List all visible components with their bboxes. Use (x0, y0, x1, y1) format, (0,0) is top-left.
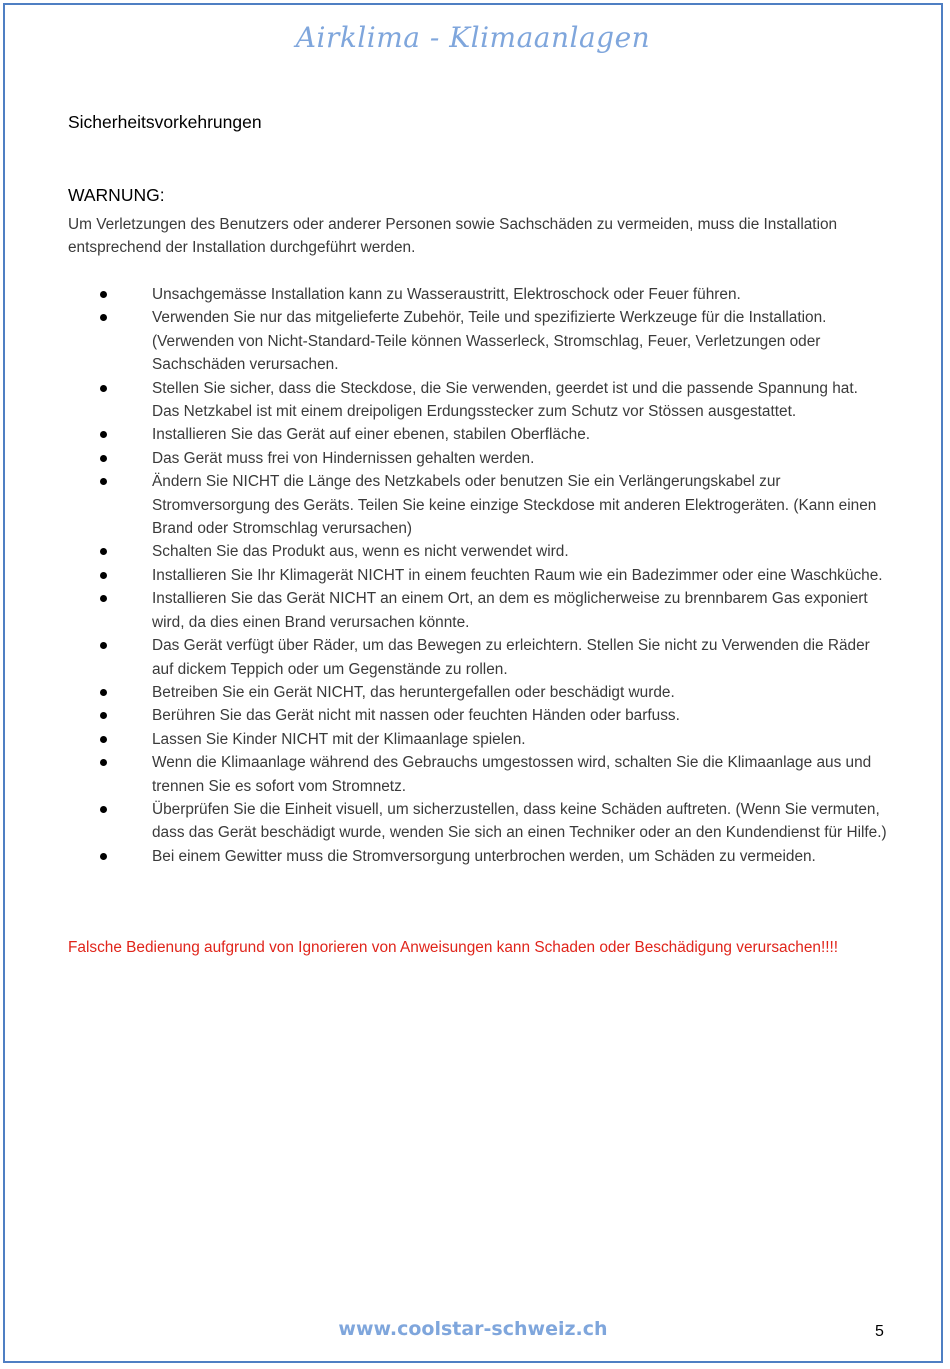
list-item (5, 423, 945, 446)
list-item-text: Berühren Sie das Gerät nicht mit nassen oder feuchten Händen oder barfuss. (152, 707, 680, 725)
safety-bullet-list (5, 283, 945, 868)
bullet-icon (100, 712, 107, 719)
warning-heading: WARNUNG: (68, 185, 165, 205)
bullet-icon (100, 314, 107, 321)
list-item-text: Installieren Sie das Gerät auf einer ebenen, stabilen Oberfläche. (152, 426, 591, 444)
list-item-text: Stellen Sie sicher, dass die Steckdose, die Sie verwenden, geerdet ist und die passende Spannung hat. Das Netzkabel ist mit einem dreipoligen Erdungsstecker zum Schutz vor Stössen ausgestattet. (152, 379, 858, 421)
closing-warning-note: Falsche Bedienung aufgrund von Ignorieren von Anweisungen kann Schaden oder Beschädigung verursachen!!!! (68, 939, 839, 956)
list-item (5, 634, 945, 681)
bullet-icon (100, 455, 107, 462)
list-item-text: Schalten Sie das Produkt aus, wenn es nicht verwendet wird. (152, 543, 569, 561)
list-item (5, 564, 945, 587)
list-item (5, 283, 945, 306)
list-item-text: Wenn die Klimaanlage während des Gebrauchs umgestossen wird, schalten Sie die Klimaanlage aus und trennen Sie es sofort vom Stromnetz. (152, 754, 872, 795)
bullet-icon (100, 595, 107, 602)
list-item-text: Betreiben Sie ein Gerät NICHT, das heruntergefallen oder beschädigt wurde. (152, 683, 675, 701)
bullet-icon (100, 806, 107, 813)
list-item (5, 587, 945, 634)
list-item-text: Verwenden Sie nur das mitgelieferte Zubehör, Teile und spezifizierte Werkzeuge für die Installation. (Verwenden von Nicht-Standard-Teile können Wasserleck, Stromschlag, Feuer, Verletzungen oder Sachschäden verursachen. (152, 309, 827, 374)
list-item (5, 306, 945, 376)
bullet-icon (100, 759, 107, 766)
list-item-text: Unsachgemässe Installation kann zu Wasseraustritt, Elektroschock oder Feuer führen. (152, 286, 741, 303)
footer-website-link[interactable]: www.coolstar-schweiz.ch (338, 1318, 608, 1340)
list-item-text: Überprüfen Sie die Einheit visuell, um sicherzustellen, dass keine Schäden auftreten. (Wenn Sie vermuten, dass das Gerät beschädigt wurde, wenden Sie sich an einen Techniker oder an den Kundendienst für Hilfe.) (152, 800, 887, 842)
warning-intro: Um Verletzungen des Benutzers oder anderer Personen sowie Sachschäden zu vermeiden, muss die Installation entsprechend der Installation durchgeführt werden. (68, 216, 838, 257)
list-item (5, 704, 945, 727)
bullet-icon (100, 642, 107, 649)
bullet-icon (100, 572, 107, 579)
bullet-icon (100, 431, 107, 438)
bullet-icon (100, 291, 107, 298)
document-page (3, 3, 943, 1363)
list-item (5, 728, 945, 751)
bullet-icon (100, 548, 107, 555)
list-item-text: Ändern Sie NICHT die Länge des Netzkabels oder benutzen Sie ein Verlängerungskabel zur Stromversorgung des Geräts. Teilen Sie keine einzige Steckdose mit anderen Elektrogeräten. (Kann einen Brand oder Stromschlag verursachen) (152, 473, 877, 538)
list-item (5, 845, 945, 868)
header-title: Airklima - Klimaanlagen (295, 21, 651, 54)
list-item (5, 798, 945, 845)
list-item-text: Das Gerät verfügt über Räder, um das Bewegen zu erleichtern. Stellen Sie nicht zu Verwenden die Räder auf dickem Teppich oder um Gegenstände zu rollen. (152, 637, 870, 678)
section-title: Sicherheitsvorkehrungen (68, 112, 262, 132)
list-item (5, 447, 945, 470)
list-item (5, 540, 945, 563)
list-item (5, 681, 945, 704)
list-item-text: Bei einem Gewitter muss die Stromversorgung unterbrochen werden, um Schäden zu vermeiden. (152, 847, 816, 865)
bullet-icon (100, 478, 107, 485)
list-item (5, 470, 945, 540)
bullet-icon (100, 689, 107, 696)
list-item-text: Installieren Sie Ihr Klimagerät NICHT in einem feuchten Raum wie ein Badezimmer oder eine Waschküche. (152, 566, 883, 584)
list-item (5, 377, 945, 424)
list-item-text: Das Gerät muss frei von Hindernissen gehalten werden. (152, 449, 535, 467)
bullet-icon (100, 853, 107, 860)
list-item (5, 751, 945, 798)
list-item-text: Installieren Sie das Gerät NICHT an einem Ort, an dem es möglicherweise zu brennbarem Gas exponiert wird, da dies einen Brand verursachen könnte. (152, 590, 868, 631)
page-number: 5 (875, 1323, 884, 1340)
list-item-text: Lassen Sie Kinder NICHT mit der Klimaanlage spielen. (152, 730, 526, 748)
bullet-icon (100, 736, 107, 743)
bullet-icon (100, 385, 107, 392)
